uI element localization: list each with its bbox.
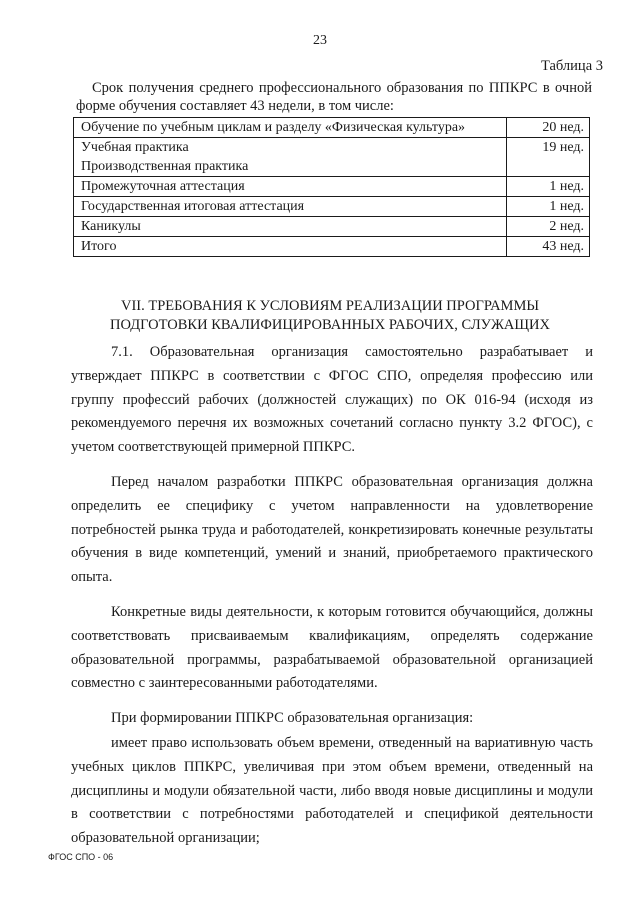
row-value: 20 нед.: [507, 118, 590, 138]
intro-paragraph: Срок получения среднего профессионального образования по ППКРС в очной форме обучения составляет 43 недели, в том числе:: [76, 80, 592, 114]
page-number: 23: [313, 33, 327, 48]
row-name: Учебная практика: [74, 138, 507, 158]
footer-label: ФГОС СПО - 06: [48, 852, 114, 862]
row-name: Обучение по учебным циклам и разделу «Физическая культура»: [74, 118, 507, 138]
table-row: [74, 118, 590, 138]
table-label: Таблица 3: [540, 58, 603, 74]
table-row: [74, 237, 590, 257]
section-heading-line: ПОДГОТОВКИ КВАЛИФИЦИРОВАННЫХ РАБОЧИХ, СЛУЖАЩИХ: [110, 317, 550, 333]
table-row: [74, 177, 590, 197]
section-heading: [60, 297, 600, 335]
row-value: 1 нед.: [507, 197, 590, 217]
table-row: [74, 217, 590, 237]
paragraph: При формировании ППКРС образовательная организация:: [111, 710, 474, 727]
row-name: Каникулы: [74, 217, 507, 237]
duration-table: [73, 117, 590, 257]
body-text: [71, 341, 593, 862]
paragraph: имеет право использовать объем времени, отведенный на вариативную часть учебных циклов ППКРС, увеличивая при этом объем времени, отведенный на дисциплины и модули обязательной части, либо вводя новые дисциплины и модули в соответствии с потребностями работодателей и спецификой деятельности образовательной организации;: [71, 734, 593, 847]
row-name: Государственная итоговая аттестация: [74, 197, 507, 217]
table-row: [74, 197, 590, 217]
table-row: [74, 138, 590, 158]
row-name: Производственная практика: [74, 157, 507, 177]
paragraph: 7.1. Образовательная организация самостоятельно разрабатывает и утверждает ППКРС в соответствии с ФГОС СПО, определяя профессию или группу профессий рабочих (должностей служащих) по ОК 016-94 (исходя из рекомендуемого перечня их возможных сочетаний согласно пункту 3.2 ФГОС), с учетом соответствующей примерной ППКРС.: [71, 344, 593, 456]
intro-text: [76, 79, 592, 115]
row-value: 43 нед.: [507, 237, 590, 257]
paragraph: Конкретные виды деятельности, к которым готовится обучающийся, должны соответствовать присваиваемым квалификациям, определять содержание образовательной программы, разрабатываемой образовательной организацией совместно с заинтересованными работодателями.: [71, 603, 593, 692]
row-value: 19 нед.: [507, 138, 590, 177]
paragraph: Перед началом разработки ППКРС образовательная организация должна определить ее специфику с учетом направленности на удовлетворение потребностей рынка труда и работодателей, конкретизировать конечные результаты обучения в виде компетенций, умений и знаний, приобретаемого практического опыта.: [71, 473, 593, 586]
row-name: Промежуточная аттестация: [74, 177, 507, 197]
row-name: Итого: [74, 237, 507, 257]
section-heading-line: VII. ТРЕБОВАНИЯ К УСЛОВИЯМ РЕАЛИЗАЦИИ ПРОГРАММЫ: [121, 298, 539, 314]
row-value: 1 нед.: [507, 177, 590, 197]
row-value: 2 нед.: [507, 217, 590, 237]
